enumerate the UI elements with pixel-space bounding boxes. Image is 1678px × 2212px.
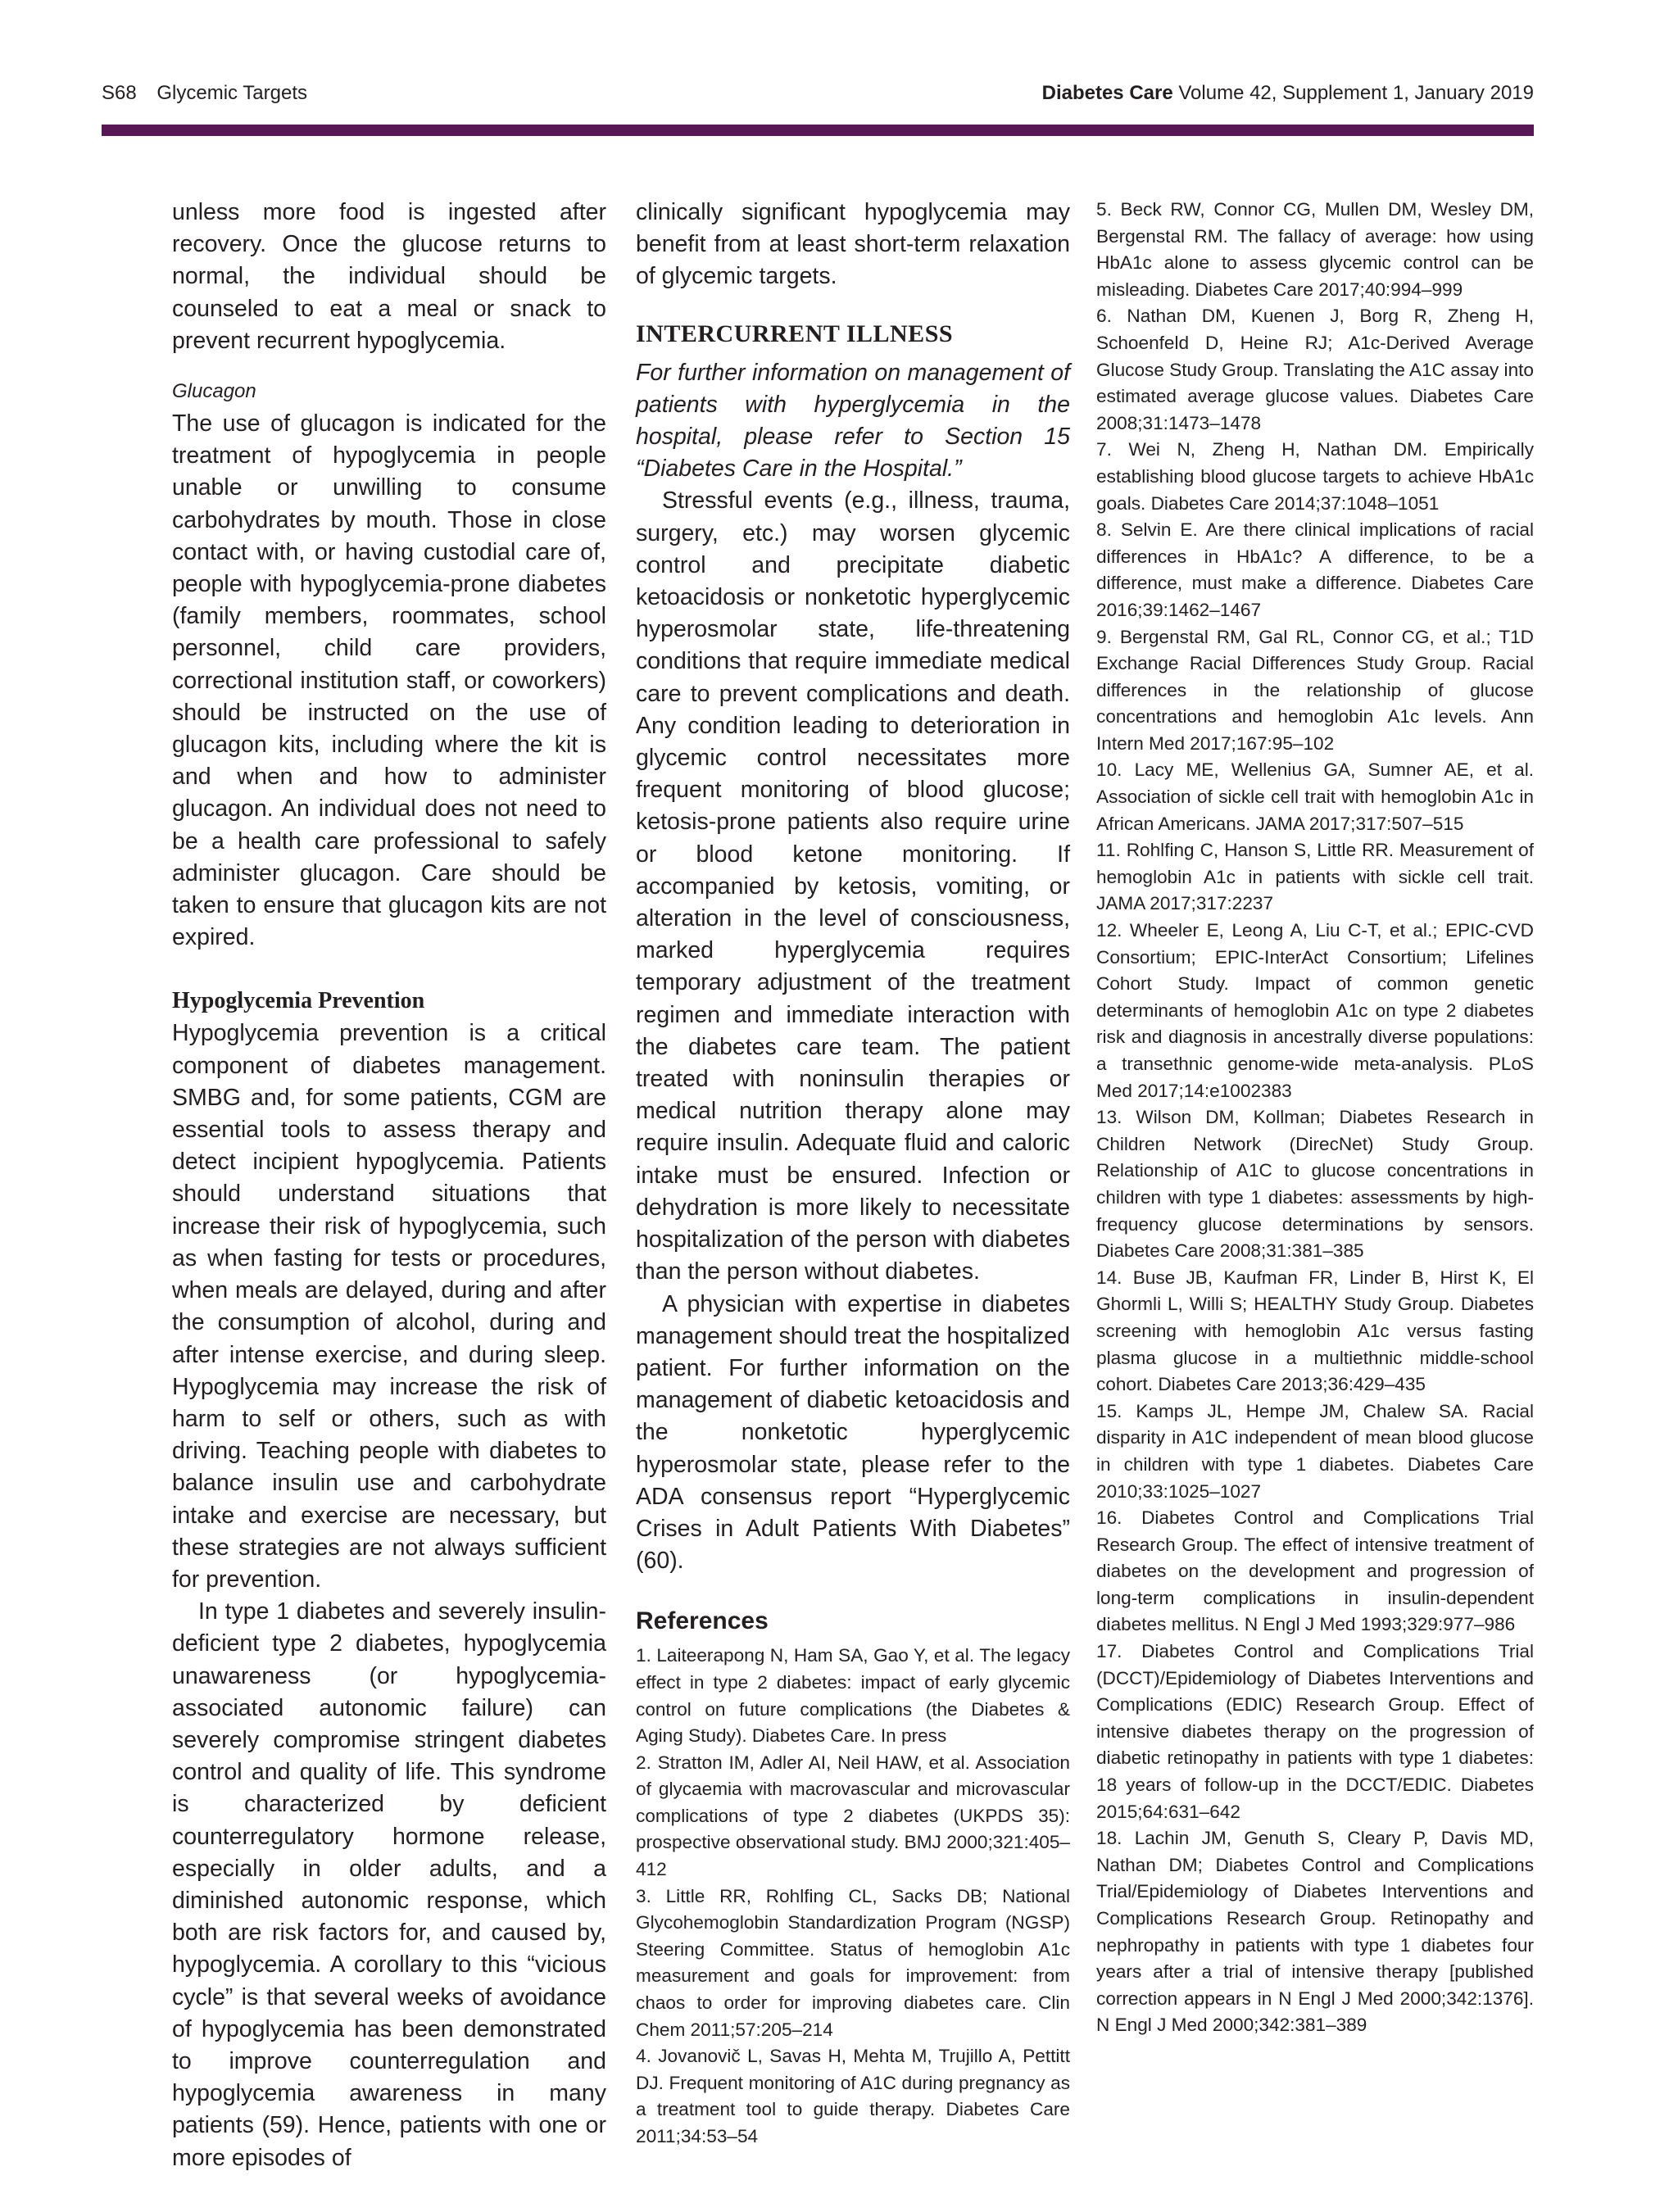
column-2: [636, 197, 1070, 2151]
paragraph: A physician with expertise in diabetes management should treat the hospitalized patient. For further information on the management of diabetic ketoacidosis and the nonketotic hyperglycemic hyperosmolar state, please refer to the ADA consensus report “Hyperglycemic Crises in Adult Patients With Diabetes” (60).: [636, 1290, 1070, 1575]
column-3: [1096, 197, 1534, 2039]
header-right: [1042, 82, 1534, 105]
section-title: Glycemic Targets: [156, 82, 307, 104]
reference-item: 4. Jovanovič L, Savas H, Mehta M, Trujillo A, Pettitt DJ. Frequent monitoring of A1C during pregnancy as a treatment tool to guide therapy. Diabetes Care 2011;34:53–54: [636, 2046, 1070, 2147]
reference-item: 6. Nathan DM, Kuenen J, Borg R, Zheng H, Schoenfeld D, Heine RJ; A1c-Derived Average Glucose Study Group. Translating the A1C assay into estimated average glucose values. Diabetes Care 2008;31:1473–1478: [1096, 306, 1534, 433]
column-1: [172, 197, 606, 2174]
journal-name: Diabetes Care: [1041, 82, 1173, 104]
paragraph: Hypoglycemia prevention is a critical component of diabetes management. SMBG and, for some patients, CGM are essential tools to assess therapy and detect incipient hypoglycemia. Patients should understand situations that increase their risk of hypoglycemia, such as when fasting for tests or procedures, when meals are delayed, during and after the consumption of alcohol, during and after intense exercise, and during sleep. Hypoglycemia may increase the risk of harm to self or others, such as with driving. Teaching people with diabetes to balance insulin use and carbohydrate intake and exercise are necessary, but these strategies are not always sufficient for prevention.: [172, 1020, 606, 1593]
header-left: [102, 82, 307, 105]
page-number: S68: [102, 82, 137, 104]
paragraph: Stressful events (e.g., illness, trauma, surgery, etc.) may worsen glycemic control and precipitate diabetic ketoacidosis or nonketotic hyperglycemic hyperosmolar state, life-threatening conditions that require immediate medical care to prevent complications and death. Any condition leading to deterioration in glycemic control necessitates more frequent monitoring of blood glucose; ketosis-prone patients also require urine or blood ketone monitoring. If accompanied by ketosis, vomiting, or alteration in the level of consciousness, marked hyperglycemia requires temporary adjustment of the treatment regimen and immediate interaction with the diabetes care team. The patient treated with noninsulin therapies or medical nutrition therapy alone may require insulin. Adequate fluid and caloric intake must be ensured. Infection or dehydration is more likely to necessitate hospitalization of the person with diabetes than the person without diabetes.: [636, 487, 1070, 1285]
reference-item: 17. Diabetes Control and Complications Trial (DCCT)/Epidemiology of Diabetes Interventions and Complications (EDIC) Research Group. Effect of intensive diabetes therapy on the progression of diabetic retinopathy in patients with type 1 diabetes: 18 years of follow-up in the DCCT/EDIC. Diabetes 2015;64:631–642: [1096, 1641, 1534, 1822]
references-heading: References: [636, 1607, 769, 1635]
references-list-continued: [1096, 197, 1534, 2039]
reference-item: 18. Lachin JM, Genuth S, Cleary P, Davis MD, Nathan DM; Diabetes Control and Complications Trial/Epidemiology of Diabetes Interventions and Complications Research Group. Retinopathy and nephropathy in patients with type 1 diabetes four years after a trial of intensive therapy [published correction appears in N Engl J Med 2000;342:1376]. N Engl J Med 2000;342:381–389: [1096, 1828, 1534, 2036]
reference-item: 2. Stratton IM, Adler AI, Neil HAW, et al. Association of glycaemia with macrovascular and microvascular complications of type 2 diabetes (UKPDS 35): prospective observational study. BMJ 2000;321:405–412: [636, 1752, 1070, 1880]
reference-item: 7. Wei N, Zheng H, Nathan DM. Empirically establishing blood glucose targets to achieve HbA1c goals. Diabetes Care 2014;37:1048–1051: [1096, 439, 1534, 514]
reference-item: 5. Beck RW, Connor CG, Mullen DM, Wesley DM, Bergenstal RM. The fallacy of average: how using HbA1c alone to assess glycemic control can be misleading. Diabetes Care 2017;40:994–999: [1096, 199, 1534, 300]
reference-item: 10. Lacy ME, Wellenius GA, Sumner AE, et al. Association of sickle cell trait with hemoglobin A1c in African Americans. JAMA 2017;317:507–515: [1096, 759, 1534, 834]
reference-item: 15. Kamps JL, Hempe JM, Chalew SA. Racial disparity in A1C independent of mean blood glucose in children with type 1 diabetes. Diabetes Care 2010;33:1025–1027: [1096, 1400, 1534, 1502]
reference-item: 3. Little RR, Rohlfing CL, Sacks DB; National Glycohemoglobin Standardization Program (NGSP) Steering Committee. Status of hemoglobin A1c measurement and goals for improvement: from chaos to order for improving diabetes care. Clin Chem 2011;57:205–214: [636, 1885, 1070, 2040]
paragraph: The use of glucagon is indicated for the treatment of hypoglycemia in people unable or unwilling to consume carbohydrates by mouth. Those in close contact with, or having custodial care of, people with hypoglycemia-prone diabetes (family members, roommates, school personnel, child care providers, correctional institution staff, or coworkers) should be instructed on the use of glucagon kits, including where the kit is and when and how to administer glucagon. An individual does not need to be a health care professional to safely administer glucagon. Care should be taken to ensure that glucagon kits are not expired.: [172, 410, 606, 951]
reference-item: 8. Selvin E. Are there clinical implications of racial differences in HbA1c? A difference, to be a difference, must make a difference. Diabetes Care 2016;39:1462–1467: [1096, 519, 1534, 620]
reference-item: 14. Buse JB, Kaufman FR, Linder B, Hirst K, El Ghormli L, Willi S; HEALTHY Study Group. Diabetes screening with hemoglobin A1c versus fasting plasma glucose in a multiethnic middle-school cohort. Diabetes Care 2013;36:429–435: [1096, 1267, 1534, 1395]
reference-item: 12. Wheeler E, Leong A, Liu C-T, et al.; EPIC-CVD Consortium; EPIC-InterAct Consortium; Lifelines Cohort Study. Impact of common genetic determinants of hemoglobin A1c on type 2 diabetes risk and diagnosis in ancestrally diverse populations: a transethnic genome-wide meta-analysis. PLoS Med 2017;14:e1002383: [1096, 920, 1534, 1101]
prevention-heading: Hypoglycemia Prevention: [172, 988, 425, 1014]
reference-item: 11. Rohlfing C, Hanson S, Little RR. Measurement of hemoglobin A1c in patients with sickle cell trait. JAMA 2017;317:2237: [1096, 840, 1534, 914]
running-header: [102, 82, 1534, 115]
paragraph: In type 1 diabetes and severely insulin-deficient type 2 diabetes, hypoglycemia unawareness (or hypoglycemia-associated autonomic failure) can severely compromise stringent diabetes control and quality of life. This syndrome is characterized by deficient counterregulatory hormone release, especially in older adults, and a diminished autonomic response, which both are risk factors for, and caused by, hypoglycemia. A corollary to this “vicious cycle” is that several weeks of avoidance of hypoglycemia has been demonstrated to improve counterregulation and hypoglycemia awareness in many patients (59). Hence, patients with one or more episodes of: [172, 1598, 606, 2171]
references-list: [636, 1643, 1070, 2150]
illness-heading: INTERCURRENT ILLNESS: [636, 320, 954, 347]
glucagon-heading: Glucagon: [172, 380, 256, 403]
reference-item: 16. Diabetes Control and Complications Trial Research Group. The effect of intensive treatment of diabetes on the development and progression of long-term complications in insulin-dependent diabetes mellitus. N Engl J Med 1993;329:977–986: [1096, 1507, 1534, 1635]
paragraph: clinically significant hypoglycemia may benefit from at least short-term relaxation of glycemic targets.: [636, 199, 1070, 290]
reference-item: 9. Bergenstal RM, Gal RL, Connor CG, et al.; T1D Exchange Racial Differences Study Group. Racial differences in the relationship of glucose concentrations and hemoglobin A1c levels. Ann Intern Med 2017;167:95–102: [1096, 626, 1534, 754]
reference-item: 1. Laiteerapong N, Ham SA, Gao Y, et al. The legacy effect in type 2 diabetes: impact of early glycemic control on future complications (the Diabetes & Aging Study). Diabetes Care. In press: [636, 1645, 1070, 1747]
section-note: For further information on management of patients with hyperglycemia in the hospital, please refer to Section 15 “Diabetes Care in the Hospital.”: [636, 359, 1070, 483]
reference-item: 13. Wilson DM, Kollman; Diabetes Research in Children Network (DirecNet) Study Group. Relationship of A1C to glucose concentrations in children with type 1 diabetes: assessments by high-frequency glucose determinations by sensors. Diabetes Care 2008;31:381–385: [1096, 1107, 1534, 1262]
paragraph: unless more food is ingested after recovery. Once the glucose returns to normal, the individual should be counseled to eat a meal or snack to prevent recurrent hypoglycemia.: [172, 199, 606, 354]
header-rule: [102, 125, 1534, 136]
journal-issue: Volume 42, Supplement 1, January 2019: [1178, 82, 1534, 104]
